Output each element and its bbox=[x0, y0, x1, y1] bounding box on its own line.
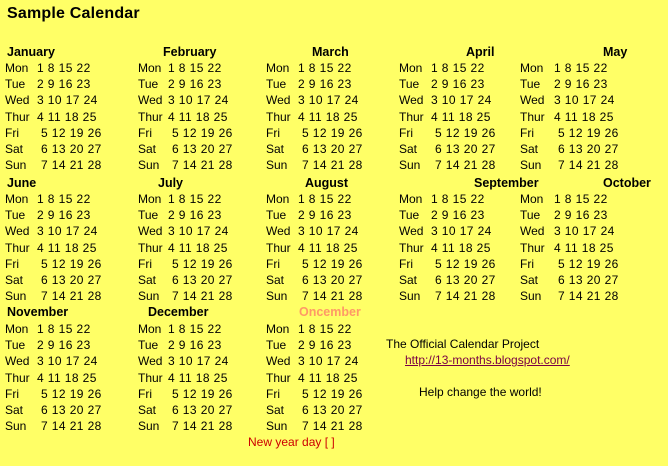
dates: 5 12 19 26 bbox=[435, 257, 496, 271]
dates: 5 12 19 26 bbox=[41, 126, 102, 140]
day-name: Fri bbox=[138, 126, 152, 140]
dates: 3 10 17 24 bbox=[37, 93, 98, 107]
day-name: Thur bbox=[138, 241, 163, 255]
dates: 1 8 15 22 bbox=[168, 192, 222, 206]
day-name: Tue bbox=[138, 77, 159, 91]
dates: 7 14 21 28 bbox=[172, 419, 233, 433]
dates: 3 10 17 24 bbox=[37, 224, 98, 238]
day-name: Sun bbox=[5, 289, 27, 303]
dates: 4 11 18 25 bbox=[37, 241, 97, 255]
day-name: Sat bbox=[520, 273, 539, 287]
dates: 1 8 15 22 bbox=[298, 322, 352, 336]
day-name: Mon bbox=[399, 192, 423, 206]
day-name: Sun bbox=[399, 289, 421, 303]
dates: 5 12 19 26 bbox=[558, 257, 619, 271]
dates: 4 11 18 25 bbox=[298, 371, 358, 385]
day-name: Fri bbox=[138, 387, 152, 401]
dates: 2 9 16 23 bbox=[168, 77, 222, 91]
dates: 4 11 18 25 bbox=[37, 371, 97, 385]
day-name: Thur bbox=[266, 110, 291, 124]
day-name: Sat bbox=[399, 273, 418, 287]
dates: 7 14 21 28 bbox=[41, 289, 102, 303]
dates: 1 8 15 22 bbox=[431, 61, 485, 75]
day-name: Sun bbox=[138, 419, 160, 433]
month-name: March bbox=[312, 45, 349, 59]
day-name: Sun bbox=[399, 158, 421, 172]
dates: 5 12 19 26 bbox=[302, 387, 363, 401]
dates: 6 13 20 27 bbox=[41, 142, 102, 156]
day-name: Mon bbox=[138, 61, 162, 75]
dates: 4 11 18 25 bbox=[298, 241, 358, 255]
dates: 2 9 16 23 bbox=[168, 338, 222, 352]
day-name: Tue bbox=[138, 208, 159, 222]
month-name: May bbox=[603, 45, 628, 59]
day-name: Mon bbox=[5, 322, 29, 336]
new-year-day-label: New year day [ ] bbox=[248, 435, 335, 449]
dates: 2 9 16 23 bbox=[431, 208, 485, 222]
day-name: Fri bbox=[399, 126, 413, 140]
dates: 4 11 18 25 bbox=[431, 110, 491, 124]
dates: 4 11 18 25 bbox=[168, 371, 228, 385]
day-name: Sun bbox=[138, 158, 160, 172]
day-name: Wed bbox=[138, 354, 163, 368]
dates: 2 9 16 23 bbox=[298, 338, 352, 352]
slogan: Help change the world! bbox=[419, 385, 542, 399]
day-name: Wed bbox=[5, 224, 30, 238]
day-name: Mon bbox=[266, 192, 290, 206]
dates: 5 12 19 26 bbox=[172, 257, 233, 271]
month-name: August bbox=[305, 176, 349, 190]
day-name: Sun bbox=[266, 158, 288, 172]
dates: 3 10 17 24 bbox=[298, 224, 359, 238]
dates: 6 13 20 27 bbox=[172, 403, 233, 417]
month-name: Oncember bbox=[299, 305, 361, 319]
dates: 4 11 18 25 bbox=[554, 241, 614, 255]
dates: 6 13 20 27 bbox=[435, 142, 496, 156]
day-name: Fri bbox=[138, 257, 152, 271]
day-name: Sat bbox=[5, 273, 24, 287]
day-name: Tue bbox=[5, 77, 26, 91]
dates: 3 10 17 24 bbox=[168, 354, 229, 368]
dates: 2 9 16 23 bbox=[298, 208, 352, 222]
dates: 2 9 16 23 bbox=[37, 77, 91, 91]
day-name: Wed bbox=[520, 93, 545, 107]
day-name: Tue bbox=[138, 338, 159, 352]
month-name: April bbox=[466, 45, 495, 59]
month-name: October bbox=[603, 176, 651, 190]
day-name: Tue bbox=[399, 77, 420, 91]
dates: 7 14 21 28 bbox=[302, 419, 363, 433]
dates: 5 12 19 26 bbox=[558, 126, 619, 140]
day-name: Wed bbox=[520, 224, 545, 238]
day-name: Sun bbox=[520, 158, 542, 172]
dates: 7 14 21 28 bbox=[41, 158, 102, 172]
day-name: Tue bbox=[520, 208, 541, 222]
dates: 1 8 15 22 bbox=[168, 322, 222, 336]
day-name: Fri bbox=[520, 257, 534, 271]
day-name: Sun bbox=[5, 158, 27, 172]
calendar-project-label: The Official Calendar Project bbox=[386, 337, 540, 351]
dates: 2 9 16 23 bbox=[168, 208, 222, 222]
dates: 2 9 16 23 bbox=[37, 338, 91, 352]
month-name: December bbox=[148, 305, 209, 319]
dates: 6 13 20 27 bbox=[302, 403, 363, 417]
day-name: Wed bbox=[5, 93, 30, 107]
dates: 3 10 17 24 bbox=[554, 224, 615, 238]
day-name: Fri bbox=[266, 257, 280, 271]
day-name: Fri bbox=[399, 257, 413, 271]
day-name: Mon bbox=[520, 192, 544, 206]
dates: 3 10 17 24 bbox=[431, 224, 492, 238]
day-name: Tue bbox=[399, 208, 420, 222]
day-name: Fri bbox=[5, 126, 19, 140]
dates: 4 11 18 25 bbox=[431, 241, 491, 255]
day-name: Sun bbox=[266, 289, 288, 303]
dates: 7 14 21 28 bbox=[41, 419, 102, 433]
dates: 4 11 18 25 bbox=[554, 110, 614, 124]
dates: 5 12 19 26 bbox=[302, 257, 363, 271]
dates: 7 14 21 28 bbox=[172, 289, 233, 303]
dates: 1 8 15 22 bbox=[168, 61, 222, 75]
dates: 3 10 17 24 bbox=[168, 93, 229, 107]
day-name: Fri bbox=[266, 126, 280, 140]
dates: 6 13 20 27 bbox=[558, 273, 619, 287]
dates: 7 14 21 28 bbox=[172, 158, 233, 172]
dates: 6 13 20 27 bbox=[302, 273, 363, 287]
dates: 1 8 15 22 bbox=[298, 61, 352, 75]
dates: 5 12 19 26 bbox=[172, 126, 233, 140]
day-name: Thur bbox=[399, 241, 424, 255]
day-name: Wed bbox=[138, 93, 163, 107]
day-name: Thur bbox=[266, 371, 291, 385]
month-name: January bbox=[7, 45, 55, 59]
day-name: Mon bbox=[399, 61, 423, 75]
blog-link[interactable]: http://13-months.blogspot.com/ bbox=[405, 353, 570, 367]
dates: 4 11 18 25 bbox=[168, 241, 228, 255]
day-name: Wed bbox=[399, 224, 424, 238]
dates: 6 13 20 27 bbox=[41, 273, 102, 287]
day-name: Sat bbox=[138, 273, 157, 287]
day-name: Thur bbox=[5, 110, 30, 124]
dates: 5 12 19 26 bbox=[41, 387, 102, 401]
day-name: Wed bbox=[5, 354, 30, 368]
page-title: Sample Calendar bbox=[7, 5, 140, 22]
dates: 3 10 17 24 bbox=[37, 354, 98, 368]
day-name: Thur bbox=[138, 110, 163, 124]
dates: 7 14 21 28 bbox=[302, 289, 363, 303]
day-name: Fri bbox=[5, 387, 19, 401]
day-name: Wed bbox=[138, 224, 163, 238]
day-name: Sat bbox=[266, 142, 285, 156]
day-name: Fri bbox=[266, 387, 280, 401]
dates: 2 9 16 23 bbox=[554, 208, 608, 222]
day-name: Sat bbox=[399, 142, 418, 156]
dates: 1 8 15 22 bbox=[37, 192, 91, 206]
day-name: Sat bbox=[138, 403, 157, 417]
dates: 1 8 15 22 bbox=[37, 61, 91, 75]
month-name: September bbox=[474, 176, 539, 190]
dates: 2 9 16 23 bbox=[554, 77, 608, 91]
dates: 7 14 21 28 bbox=[302, 158, 363, 172]
dates: 5 12 19 26 bbox=[302, 126, 363, 140]
month-name: June bbox=[7, 176, 37, 190]
dates: 3 10 17 24 bbox=[298, 354, 359, 368]
day-name: Mon bbox=[266, 61, 290, 75]
dates: 5 12 19 26 bbox=[435, 126, 496, 140]
day-name: Wed bbox=[266, 93, 291, 107]
dates: 1 8 15 22 bbox=[554, 61, 608, 75]
dates: 6 13 20 27 bbox=[435, 273, 496, 287]
day-name: Fri bbox=[520, 126, 534, 140]
dates: 7 14 21 28 bbox=[558, 289, 619, 303]
month-name: November bbox=[7, 305, 69, 319]
dates: 5 12 19 26 bbox=[41, 257, 102, 271]
day-name: Tue bbox=[266, 208, 287, 222]
day-name: Sat bbox=[520, 142, 539, 156]
day-name: Tue bbox=[266, 338, 287, 352]
dates: 6 13 20 27 bbox=[172, 142, 233, 156]
day-name: Sat bbox=[5, 142, 24, 156]
day-name: Tue bbox=[520, 77, 541, 91]
day-name: Sun bbox=[5, 419, 27, 433]
dates: 1 8 15 22 bbox=[298, 192, 352, 206]
day-name: Tue bbox=[5, 208, 26, 222]
day-name: Sat bbox=[138, 142, 157, 156]
dates: 5 12 19 26 bbox=[172, 387, 233, 401]
day-name: Sun bbox=[266, 419, 288, 433]
day-name: Mon bbox=[266, 322, 290, 336]
day-name: Sun bbox=[520, 289, 542, 303]
day-name: Mon bbox=[138, 192, 162, 206]
dates: 2 9 16 23 bbox=[37, 208, 91, 222]
day-name: Tue bbox=[5, 338, 26, 352]
day-name: Mon bbox=[520, 61, 544, 75]
dates: 1 8 15 22 bbox=[431, 192, 485, 206]
month-name: July bbox=[158, 176, 184, 190]
dates: 7 14 21 28 bbox=[435, 289, 496, 303]
day-name: Wed bbox=[399, 93, 424, 107]
day-name: Wed bbox=[266, 354, 291, 368]
day-name: Sun bbox=[138, 289, 160, 303]
dates: 6 13 20 27 bbox=[558, 142, 619, 156]
day-name: Sat bbox=[5, 403, 24, 417]
day-name: Mon bbox=[5, 192, 29, 206]
dates: 3 10 17 24 bbox=[554, 93, 615, 107]
day-name: Wed bbox=[266, 224, 291, 238]
day-name: Sat bbox=[266, 273, 285, 287]
dates: 4 11 18 25 bbox=[298, 110, 358, 124]
day-name: Thur bbox=[520, 110, 545, 124]
dates: 1 8 15 22 bbox=[554, 192, 608, 206]
day-name: Sat bbox=[266, 403, 285, 417]
dates: 3 10 17 24 bbox=[298, 93, 359, 107]
day-name: Thur bbox=[399, 110, 424, 124]
day-name: Tue bbox=[266, 77, 287, 91]
dates: 2 9 16 23 bbox=[431, 77, 485, 91]
dates: 6 13 20 27 bbox=[41, 403, 102, 417]
day-name: Mon bbox=[5, 61, 29, 75]
day-name: Mon bbox=[138, 322, 162, 336]
dates: 4 11 18 25 bbox=[37, 110, 97, 124]
day-name: Thur bbox=[138, 371, 163, 385]
dates: 3 10 17 24 bbox=[431, 93, 492, 107]
day-name: Thur bbox=[520, 241, 545, 255]
month-name: February bbox=[163, 45, 217, 59]
dates: 1 8 15 22 bbox=[37, 322, 91, 336]
dates: 2 9 16 23 bbox=[298, 77, 352, 91]
dates: 6 13 20 27 bbox=[302, 142, 363, 156]
day-name: Thur bbox=[5, 241, 30, 255]
dates: 4 11 18 25 bbox=[168, 110, 228, 124]
day-name: Thur bbox=[5, 371, 30, 385]
day-name: Fri bbox=[5, 257, 19, 271]
dates: 7 14 21 28 bbox=[435, 158, 496, 172]
dates: 7 14 21 28 bbox=[558, 158, 619, 172]
dates: 6 13 20 27 bbox=[172, 273, 233, 287]
day-name: Thur bbox=[266, 241, 291, 255]
dates: 3 10 17 24 bbox=[168, 224, 229, 238]
